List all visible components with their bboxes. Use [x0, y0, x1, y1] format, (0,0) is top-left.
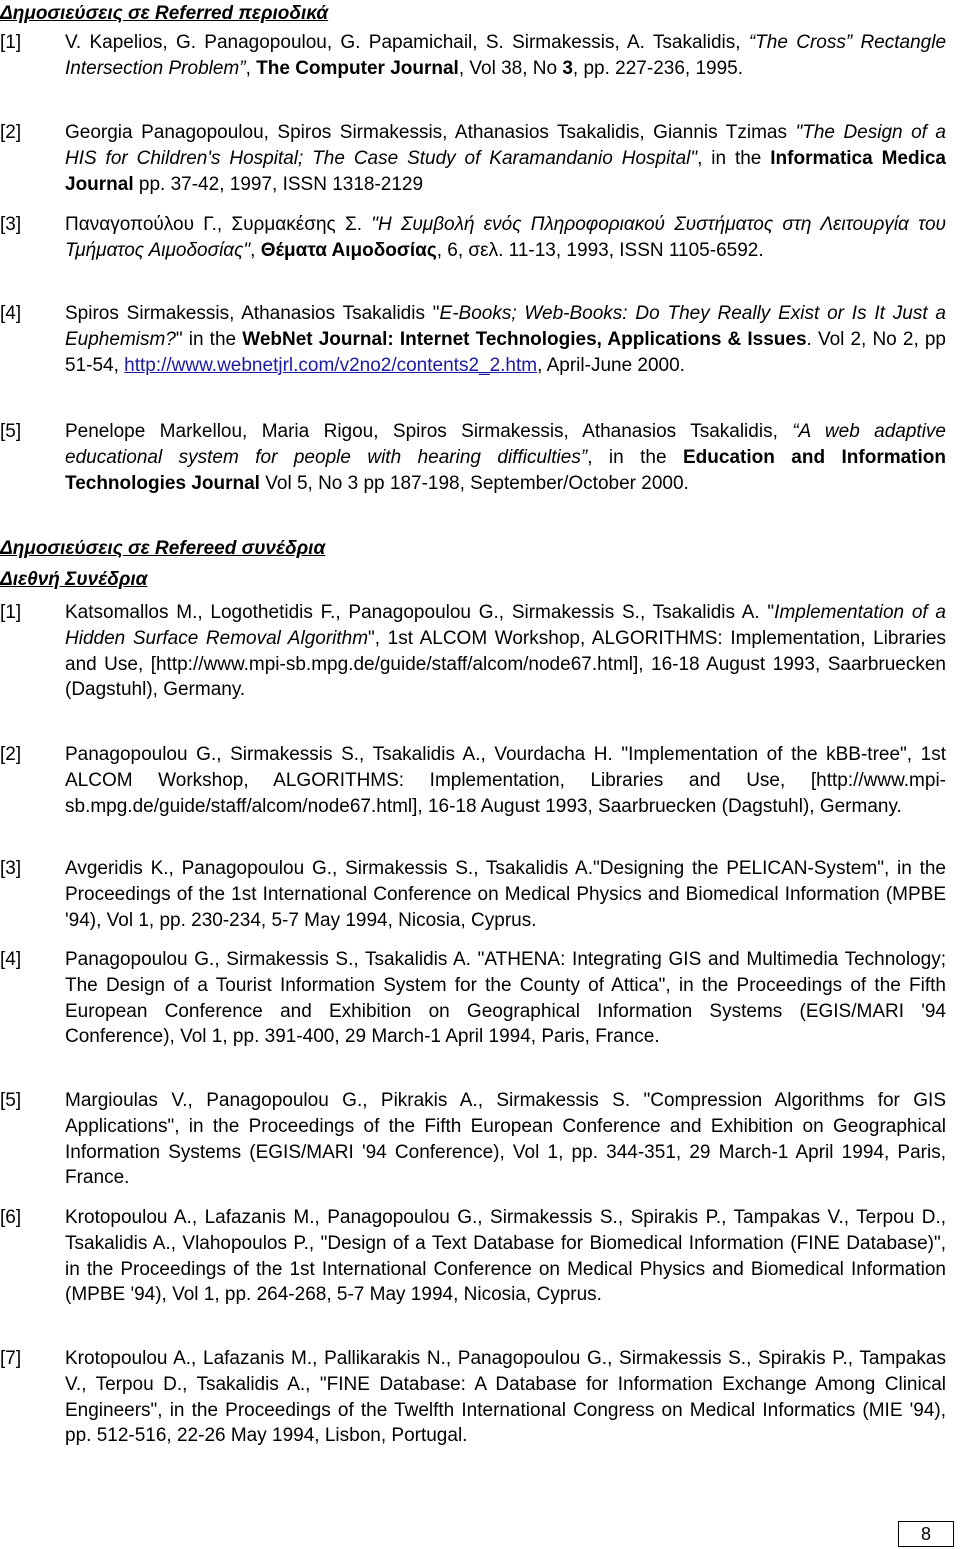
- reference-fragment: ,: [245, 57, 257, 79]
- journal-entry: [0, 212, 946, 264]
- reference-fragment: Implementation of a Hidden Surface Removal Algorithm: [65, 602, 946, 649]
- conference-entry: [0, 600, 946, 703]
- reference-number: [3]: [0, 214, 22, 235]
- reference-fragment: WebNet Journal: Internet Technologies, Applications & Issues: [242, 328, 807, 350]
- reference-fragment: "Η Συμβολή ενός Πληροφοριακού Συστήματος στη Λειτουργία του Τμήματος Αιμοδοσίας": [65, 214, 947, 261]
- reference-number: [1]: [0, 602, 22, 623]
- reference-fragment: Informatica Medica Journal: [65, 147, 946, 195]
- reference-fragment: Education and Information Technologies Journal: [65, 446, 946, 494]
- reference-number: [2]: [0, 122, 22, 143]
- reference-fragment: “The Cross” Rectangle Intersection Problem”: [65, 32, 947, 79]
- reference-number: [5]: [0, 421, 22, 442]
- reference-number: [4]: [0, 949, 22, 970]
- reference-number: [3]: [0, 858, 22, 879]
- reference-number: [6]: [0, 1207, 22, 1228]
- reference-text: [65, 1346, 946, 1449]
- reference-fragment: Georgia Panagopoulou, Spiros Sirmakessis, Athanasios Tsakalidis, Giannis Tzimas: [65, 122, 796, 143]
- reference-number: [2]: [0, 744, 22, 765]
- reference-fragment: "The Design of a HIS for Children's Hospital; The Case Study of Karamandanio Hospital": [65, 122, 946, 169]
- reference-fragment: E-Books; Web-Books: Do They Really Exist or Is It Just a Euphemism?: [65, 303, 946, 350]
- reference-fragment: Avgeridis K., Panagopoulou G., Sirmakessis S., Tsakalidis A."Designing the PELICAN-System", in the Proceedings of the 1st International Conference on Medical Physics and Biomedical Information (MPBE '94), Vol 1, pp. 230-234, 5-7 May 1994, Nicosia, Cyprus.: [65, 858, 946, 931]
- reference-fragment: Panagopoulou G., Sirmakessis S., Tsakalidis A. "ATHENA: Integrating GIS and Multimedia Technology; The Design of a Tourist Information System for the County of Attica", in the Proceedings of the Fifth European Conference and Exhibition on Geographical Information Systems (EGIS/MARI '94 Conference), Vol 1, pp. 391-400, 29 March-1 April 1994, Paris, France.: [65, 949, 946, 1048]
- reference-text: [65, 212, 946, 264]
- reference-fragment: , in the: [697, 147, 771, 169]
- reference-fragment: , Vol 38, No: [458, 57, 563, 79]
- reference-fragment: , 6, σελ. 11-13, 1993, ISSN 1105-6592.: [436, 239, 764, 261]
- reference-fragment: " in the: [175, 328, 243, 350]
- journal-entry: [0, 301, 946, 378]
- conference-entry: [0, 742, 946, 819]
- reference-fragment: , in the: [587, 446, 683, 468]
- reference-text: [65, 600, 946, 703]
- reference-fragment: Spiros Sirmakessis, Athanasios Tsakalidis ": [65, 303, 440, 324]
- reference-fragment: The Computer Journal: [256, 57, 459, 79]
- reference-number: [7]: [0, 1348, 22, 1369]
- reference-text: [65, 301, 946, 378]
- conference-entry: [0, 1205, 946, 1308]
- journal-entry: [0, 120, 946, 197]
- journal-entry: [0, 419, 946, 496]
- reference-fragment: ", 1st ALCOM Workshop, ALGORITHMS: Implementation, Libraries and Use, [http://www.mpi-sb.mpg.de/guide/staff/alcom/node67.html], 16-18 August 1993, Saarbruecken (Dagstuhl), Germany.: [65, 627, 946, 701]
- conference-entry: [0, 1088, 946, 1191]
- reference-fragment: Margioulas V., Panagopoulou G., Pikrakis A., Sirmakessis S. "Compression Algorithms for GIS Applications", in the Proceedings of the Fifth European Conference and Exhibition on Geographical Information Systems (EGIS/MARI '94 Conference), Vol 1, pp. 344-351, 29 March-1 April 1994, Paris, France.: [65, 1090, 946, 1189]
- reference-fragment: , pp. 227-236, 1995.: [572, 57, 744, 79]
- reference-fragment: “A web adaptive educational system for people with hearing difficulties”: [65, 421, 946, 468]
- conference-entry: [0, 947, 946, 1050]
- reference-fragment: Krotopoulou A., Lafazanis M., Pallikarakis N., Panagopoulou G., Sirmakessis S., Spirakis P., Tampakas V., Terpou D., Tsakalidis A., "FINE Database: A Database for Information Exchange Among Clinical Engineers", in the Proceedings of the Twelfth International Congress on Medical Informatics (MIE '94), pp. 512-516, 22-26 May 1994, Lisbon, Portugal.: [65, 1348, 946, 1447]
- reference-text: [65, 1205, 946, 1308]
- section-heading-journals: Δημοσιεύσεις σε Referred περιοδικά: [0, 3, 329, 24]
- reference-fragment: Penelope Markellou, Maria Rigou, Spiros Sirmakessis, Athanasios Tsakalidis,: [65, 421, 793, 442]
- reference-number: [1]: [0, 32, 22, 53]
- reference-fragment: ,: [250, 239, 261, 261]
- reference-number: [4]: [0, 303, 22, 324]
- reference-fragment: Panagopoulou G., Sirmakessis S., Tsakalidis A., Vourdacha H. "Implementation of the kBB-tree", 1st ALCOM Workshop, ALGORITHMS: Implementation, Libraries and Use, [http://www.mpi-sb.mpg.de/guide/staff/alcom/node67.html], 16-18 August 1993, Saarbruecken (Dagstuhl), Germany.: [65, 744, 946, 817]
- reference-text: [65, 1088, 946, 1191]
- section-heading-conferences: Δημοσιεύσεις σε Refereed συνέδρια: [0, 538, 326, 559]
- reference-fragment: Katsomallos M., Logothetidis F., Panagopoulou G., Sirmakessis S., Tsakalidis A. ": [65, 602, 775, 623]
- reference-fragment: pp. 37-42, 1997, ISSN 1318-2129: [133, 173, 424, 195]
- reference-number: [5]: [0, 1090, 22, 1111]
- reference-text: [65, 30, 946, 82]
- reference-fragment: Vol 5, No 3 pp 187-198, September/October 2000.: [259, 472, 689, 494]
- reference-text: [65, 742, 946, 819]
- reference-fragment: Θέματα Αιμοδοσίας: [260, 239, 437, 261]
- reference-text: [65, 947, 946, 1050]
- reference-text: [65, 120, 946, 197]
- reference-fragment: 3: [562, 57, 573, 79]
- reference-fragment: , April-June 2000.: [537, 354, 685, 376]
- reference-fragment: Krotopoulou A., Lafazanis M., Panagopoulou G., Sirmakessis S., Spirakis P., Tampakas V., Terpou D., Tsakalidis A., Vlahopoulos P., "Design of a Text Database for Biomedical Information (FINE Database)", in the Proceedings of the 1st International Conference on Medical Physics and Biomedical Information (MPBE '94), Vol 1, pp. 264-268, 5-7 May 1994, Nicosia, Cyprus.: [65, 1207, 946, 1306]
- reference-fragment: V. Kapelios, G. Panagopoulou, G. Papamichail, S. Sirmakessis, A. Tsakalidis,: [65, 32, 749, 53]
- reference-text: [65, 856, 946, 933]
- journal-entry: [0, 30, 946, 82]
- reference-text: [65, 419, 946, 496]
- reference-fragment: Παναγοπούλου Γ., Συρμακέσης Σ.: [65, 214, 372, 235]
- conference-entry: [0, 1346, 946, 1449]
- page-number: 8: [898, 1521, 954, 1547]
- conference-entry: [0, 856, 946, 933]
- reference-link[interactable]: http://www.webnetjrl.com/v2no2/contents2_2.htm: [124, 354, 538, 376]
- reference-fragment: . Vol 2, No 2, pp 51-54,: [65, 328, 946, 376]
- section-subheading-international: Διεθνή Συνέδρια: [0, 569, 148, 590]
